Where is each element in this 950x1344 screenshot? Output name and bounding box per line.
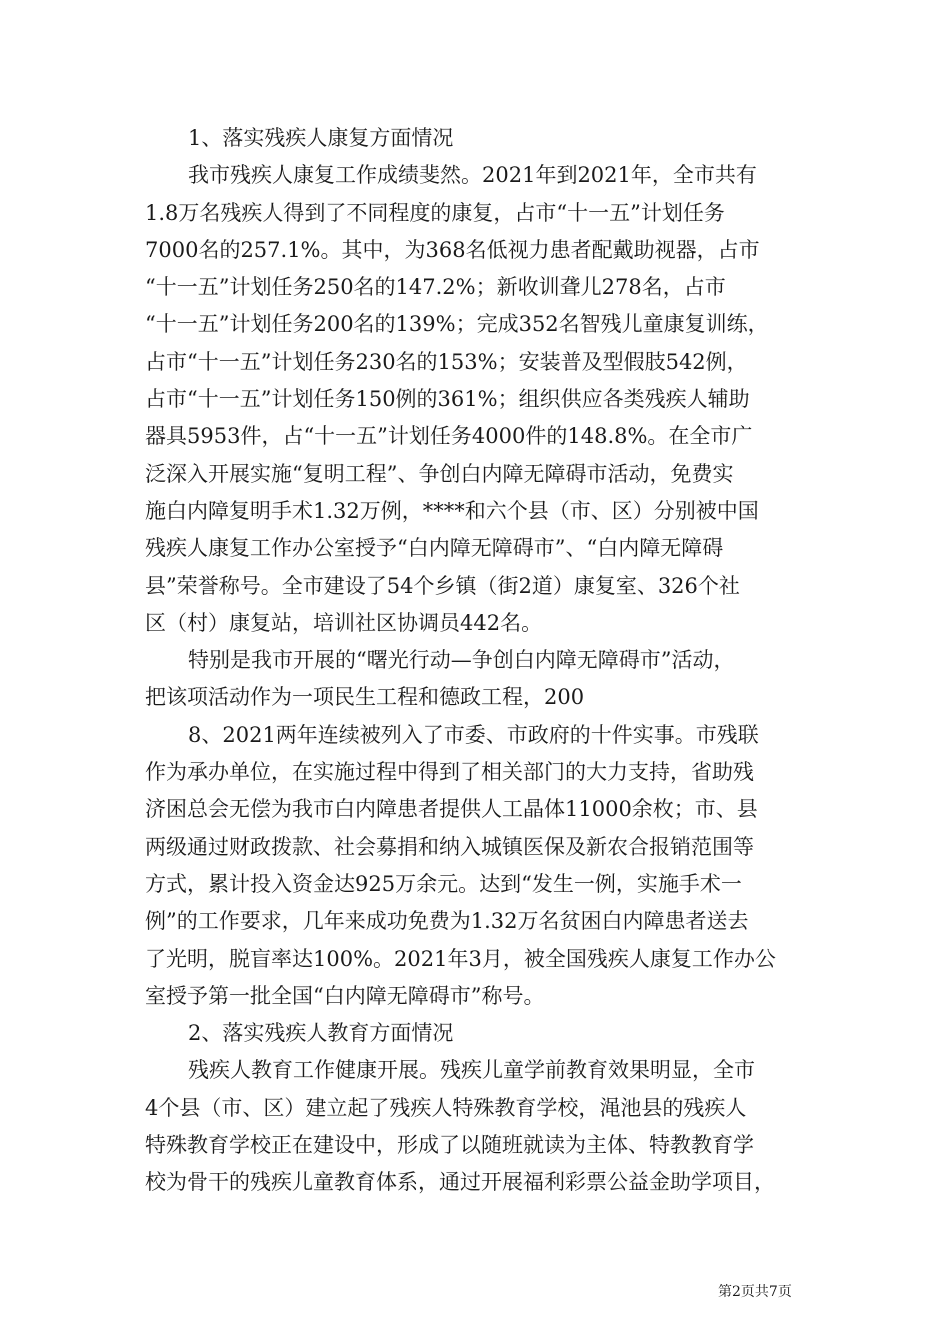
- paragraph-line: 残疾人教育工作健康开展。残疾儿童学前教育效果明显，全市: [188, 1058, 755, 1083]
- paragraph-line: 作为承办单位，在实施过程中得到了相关部门的大力支持，省助残: [145, 760, 754, 785]
- paragraph-line: 校为骨干的残疾儿童教育体系，通过开展福利彩票公益金助学项目，: [145, 1170, 775, 1195]
- paragraph-line: 区（村）康复站，培训社区协调员442名。: [145, 610, 543, 635]
- section-heading: 1、落实残疾人康复方面情况: [188, 126, 454, 150]
- paragraph-line: 泛深入开展实施“复明工程”、争创白内障无障碍市活动，免费实: [145, 461, 734, 486]
- paragraph-line: 县”荣誉称号。全市建设了54个乡镇（街2道）康复室、326个社: [145, 573, 740, 598]
- paragraph-line: 特殊教育学校正在建设中，形成了以随班就读为主体、特教教育学: [145, 1133, 754, 1158]
- paragraph-line: 占市“十一五”计划任务150例的361%；组织供应各类残疾人辅助: [145, 387, 750, 412]
- paragraph-line: 7000名的257.1%。其中，为368名低视力患者配戴助视器，占市: [145, 237, 760, 262]
- paragraph-line: 占市“十一五”计划任务230名的153%；安装普及型假肢542例，: [145, 349, 748, 374]
- paragraph-line: 方式，累计投入资金达925万余元。达到“发生一例，实施手术一: [145, 871, 742, 896]
- paragraph-line: 例”的工作要求，几年来成功免费为1.32万名贫困白内障患者送去: [145, 909, 749, 934]
- document-body: [145, 120, 815, 1202]
- paragraph-line: 两级通过财政拨款、社会募捐和纳入城镇医保及新农合报销范围等: [145, 834, 754, 859]
- paragraph-line: 了光明，脱盲率达100%。2021年3月，被全国残疾人康复工作办公: [145, 946, 776, 971]
- paragraph-line: 1.8万名残疾人得到了不同程度的康复，占市“十一五”计划任务: [145, 200, 725, 225]
- paragraph-line: 特别是我市开展的“曙光行动—争创白内障无障碍市”活动，: [188, 648, 735, 673]
- page-number: 第2页共7页: [718, 1284, 792, 1300]
- paragraph-line: 器具5953件，占“十一五”计划任务4000件的148.8%。在全市广: [145, 424, 753, 449]
- paragraph-line: 济困总会无偿为我市白内障患者提供人工晶体11000余枚；市、县: [145, 797, 758, 822]
- paragraph-line: 4个县（市、区）建立起了残疾人特殊教育学校，渑池县的残疾人: [145, 1095, 747, 1120]
- section-heading: 2、落实残疾人教育方面情况: [188, 1021, 454, 1046]
- paragraph-line: 室授予第一批全国“白内障无障碍市”称号。: [145, 983, 545, 1008]
- paragraph-line: “十一五”计划任务250名的147.2%；新收训聋儿278名，占市: [145, 275, 726, 300]
- paragraph-line: 施白内障复明手术1.32万例，****和六个县（市、区）分别被中国: [145, 498, 759, 523]
- paragraph-line: 残疾人康复工作办公室授予“白内障无障碍市”、“白内障无障碍: [145, 536, 724, 561]
- paragraph-line: 8、2021两年连续被列入了市委、市政府的十件实事。市残联: [188, 722, 759, 747]
- paragraph-line: 把该项活动作为一项民生工程和德政工程，200: [145, 685, 585, 710]
- paragraph-line: “十一五”计划任务200名的139%；完成352名智残儿童康复训练，: [145, 312, 769, 337]
- paragraph-line: 我市残疾人康复工作成绩斐然。2021年到2021年，全市共有: [188, 163, 757, 188]
